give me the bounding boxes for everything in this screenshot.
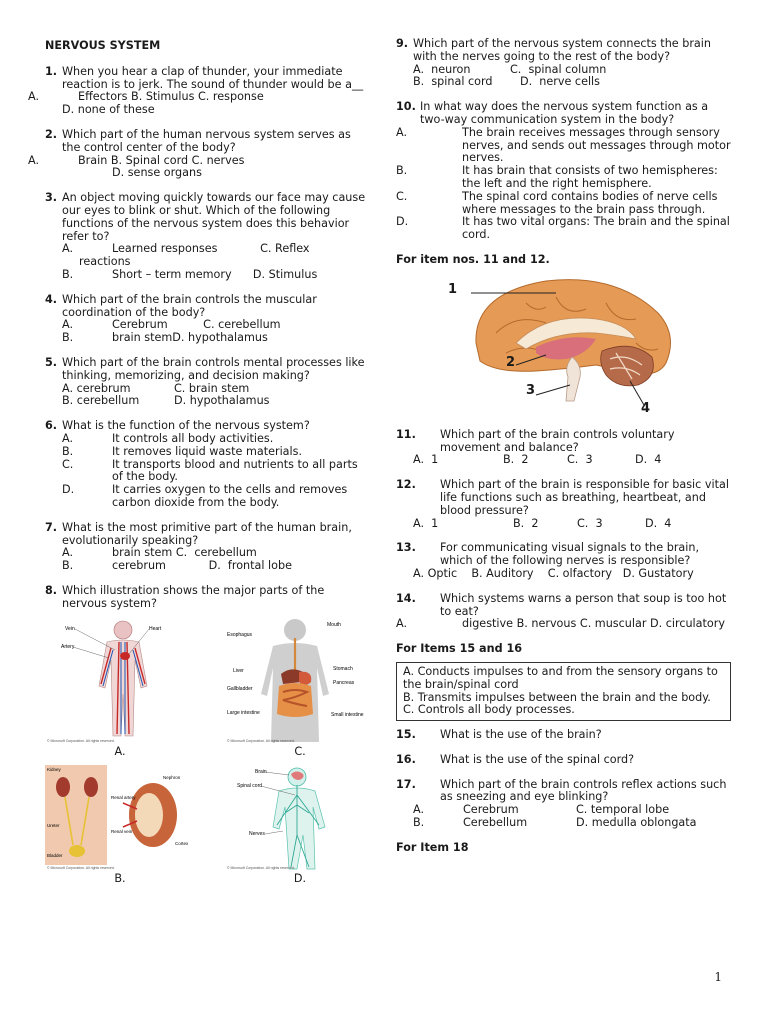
figure-a-circulatory xyxy=(45,616,195,759)
option-letter: A. xyxy=(62,546,74,560)
question-text: In what way does the nervous system function as a two-way communication system in the body? xyxy=(420,100,709,126)
question-text: When you hear a clap of thunder, your immediate reaction is to jerk. The sound of thunder would be a__ xyxy=(62,64,364,91)
option-text: A. Optic B. Auditory C. olfactory D. Gustatory xyxy=(413,566,694,580)
option-letter: B. xyxy=(62,559,74,573)
brain-diagram xyxy=(396,273,726,423)
figure-label: Vein xyxy=(65,626,75,633)
option-text: It has two vital organs: The brain and the spinal cord. xyxy=(462,215,730,242)
figure-label: Ureter xyxy=(47,823,60,829)
question-text: Which part of the human nervous system serves as the control center of the body? xyxy=(62,127,351,154)
figure-caption: A. xyxy=(114,745,126,759)
option-letter: A. xyxy=(28,153,40,167)
question-2 xyxy=(28,127,370,180)
figure-label: Esophagus xyxy=(227,632,253,639)
box-choice-a: A. Conducts impulses to and from the sensory organs to the brain/spinal cord xyxy=(403,664,718,691)
question-text: Which part of the brain controls reflex actions such as sneezing and eye blinking? xyxy=(440,777,727,804)
option-letter: D. xyxy=(62,483,75,497)
question-number: 12. xyxy=(396,478,416,492)
question-text: Which part of the brain controls the muscular coordination of the body? xyxy=(62,292,317,319)
figure-label: Nerves xyxy=(249,831,265,838)
question-16 xyxy=(396,754,731,767)
question-number: 4. xyxy=(45,292,58,306)
section-heading-18: For Item 18 xyxy=(396,840,469,854)
option-text: The spinal cord contains bodies of nerve cells where messages to the brain pass through. xyxy=(462,189,718,216)
option-text: A. 1 xyxy=(413,453,439,467)
brain-label-1: 1 xyxy=(448,281,458,297)
question-number: 13. xyxy=(396,541,416,555)
question-14 xyxy=(396,593,731,631)
option-letter: A. xyxy=(62,242,74,256)
question-text: Which part of the brain controls voluntary movement and balance? xyxy=(440,427,675,454)
option-text: D. sense organs xyxy=(112,166,202,180)
option-letter: B. xyxy=(396,164,408,178)
option-letter: A. xyxy=(28,90,40,104)
brain-cross-section-illustration xyxy=(396,273,726,423)
question-number: 6. xyxy=(45,419,58,433)
question-number: 5. xyxy=(45,355,58,369)
option-text: C. temporal lobe xyxy=(576,803,670,817)
figure-label: Small intestine xyxy=(331,712,364,719)
figure-label: Heart xyxy=(149,626,162,633)
option-text: D. 4 xyxy=(645,516,672,530)
option-letter: B. xyxy=(62,444,74,458)
option-text: A. cerebrum xyxy=(62,381,131,395)
option-text: B. cerebellum xyxy=(62,394,140,408)
brain-label-2: 2 xyxy=(506,354,516,370)
figure-b-urinary xyxy=(45,765,195,886)
question-6 xyxy=(45,420,370,510)
option-text: C. 3 xyxy=(567,453,593,467)
option-text: reactions xyxy=(79,255,131,269)
option-text: Brain B. Spinal cord C. nerves xyxy=(78,153,245,167)
figure-label: Gallbladder xyxy=(227,686,253,693)
figure-label: Spinal cord xyxy=(237,783,263,790)
question-8 xyxy=(45,585,370,611)
question-text: What is the function of the nervous system? xyxy=(62,419,310,433)
copyright-text: © Microsoft Corporation. All rights reserved. xyxy=(227,866,295,871)
option-text: Effectors B. Stimulus C. response xyxy=(78,90,264,104)
question-number: 8. xyxy=(45,583,58,597)
page-title: NERVOUS SYSTEM xyxy=(45,39,161,52)
brain-label-3: 3 xyxy=(526,382,536,398)
question-number: 7. xyxy=(45,520,58,534)
question-text: What is the most primitive part of the human brain, evolutionarily speaking? xyxy=(62,520,352,547)
page-number: 1 xyxy=(714,970,722,985)
option-text: It removes liquid waste materials. xyxy=(112,444,303,458)
figure-label: Brain xyxy=(255,769,267,776)
answer-choices-box xyxy=(396,662,731,721)
question-7 xyxy=(45,522,370,573)
figure-label: Kidney xyxy=(47,767,61,773)
nervous-system-illustration xyxy=(225,765,375,871)
question-number: 10. xyxy=(396,100,416,114)
option-letter: A. xyxy=(396,617,408,631)
figure-label: Cortex xyxy=(175,841,189,847)
question-number: 11. xyxy=(396,427,416,441)
illustration-grid xyxy=(45,616,370,886)
figure-label: Nephron xyxy=(163,775,181,781)
question-text: Which illustration shows the major parts of the nervous system? xyxy=(62,583,325,610)
brain-label-4: 4 xyxy=(641,400,651,416)
figure-c-digestive xyxy=(225,616,375,759)
option-text: B. 2 xyxy=(503,453,529,467)
option-text: D. none of these xyxy=(62,103,155,117)
option-text: It transports blood and nutrients to all parts of the body. xyxy=(112,457,362,484)
figure-label: Mouth xyxy=(327,622,341,629)
figure-label: Liver xyxy=(233,668,244,675)
box-choice-b: B. Transmits impulses between the brain and the body. xyxy=(403,690,711,704)
option-letter: A. xyxy=(413,803,425,817)
option-text: A. 1 xyxy=(413,516,439,530)
option-text: D. medulla oblongata xyxy=(576,816,697,830)
option-text: cerebrum D. frontal lobe xyxy=(112,559,292,573)
option-text: Cerebrum C. cerebellum xyxy=(112,318,281,332)
figure-caption: C. xyxy=(294,745,306,759)
figure-label: Artery xyxy=(61,644,75,651)
option-text: The brain receives messages through sensory nerves, and sends out messages through motor nerves. xyxy=(462,125,731,165)
question-text: What is the use of the brain? xyxy=(440,728,602,742)
option-text: D. nerve cells xyxy=(520,75,600,89)
question-number: 15. xyxy=(396,728,416,742)
circulatory-system-illustration xyxy=(45,616,195,744)
option-letter: B. xyxy=(62,267,74,281)
question-11 xyxy=(396,429,731,467)
option-text: C. 3 xyxy=(577,516,603,530)
question-13 xyxy=(396,542,731,580)
option-text: Cerebellum xyxy=(463,816,528,830)
question-5 xyxy=(45,357,370,408)
question-number: 14. xyxy=(396,591,416,605)
option-text: C. spinal column xyxy=(510,62,607,76)
option-text: C. brain stem xyxy=(174,381,250,395)
option-letter: A. xyxy=(62,431,74,445)
question-number: 17. xyxy=(396,777,416,791)
question-text: Which part of the brain controls mental processes like thinking, memorizing, and decision making? xyxy=(62,355,365,382)
question-4 xyxy=(45,294,370,345)
question-3 xyxy=(45,192,370,282)
question-17 xyxy=(396,779,731,830)
option-text: It has brain that consists of two hemispheres: the left and the right hemisphere. xyxy=(462,164,718,190)
option-letter: A. xyxy=(62,318,74,332)
question-number: 16. xyxy=(396,752,416,766)
copyright-text: © Microsoft Corporation. All rights reserved. xyxy=(47,866,115,871)
option-text: digestive B. nervous C. muscular D. circulatory xyxy=(462,617,725,631)
question-15 xyxy=(396,729,731,742)
question-number: 3. xyxy=(45,191,58,205)
figure-caption: D. xyxy=(293,872,307,886)
question-number: 9. xyxy=(396,37,409,50)
question-12 xyxy=(396,479,731,530)
section-heading-15-16: For Items 15 and 16 xyxy=(396,642,523,656)
figure-caption: B. xyxy=(114,872,126,886)
option-letter: D. xyxy=(396,215,409,229)
option-letter: B. xyxy=(62,331,74,345)
copyright-text: © Microsoft Corporation. All rights reserved. xyxy=(47,739,115,744)
right-column xyxy=(396,38,731,861)
option-text: brain stem C. cerebellum xyxy=(112,546,257,560)
figure-label: Stomach xyxy=(333,666,353,673)
left-column xyxy=(28,38,370,886)
option-letter: C. xyxy=(62,457,74,471)
option-text: D. hypothalamus xyxy=(174,394,270,408)
option-text: Learned responses C. Reflex xyxy=(112,242,310,256)
urinary-system-illustration xyxy=(45,765,195,871)
option-text: Short – term memory D. Stimulus xyxy=(112,267,318,281)
box-choice-c: C. Controls all body processes. xyxy=(403,703,575,717)
option-text: brain stemD. hypothalamus xyxy=(112,331,268,345)
option-letter: A. xyxy=(396,125,408,139)
digestive-system-illustration xyxy=(225,616,375,744)
option-text: A. neuron xyxy=(413,62,471,76)
option-letter: C. xyxy=(396,189,408,203)
question-number: 1. xyxy=(45,64,58,78)
figure-d-nervous xyxy=(225,765,375,886)
question-number: 2. xyxy=(45,127,58,141)
option-text: It carries oxygen to the cells and removes carbon dioxide from the body. xyxy=(112,483,351,509)
option-text: B. 2 xyxy=(513,516,539,530)
question-text: Which systems warns a person that soup is too hot to eat? xyxy=(440,591,727,618)
question-text: An object moving quickly towards our face may cause our eyes to blink or shut. Which of the following functions of the nervous system does this behavior refer to? xyxy=(62,191,366,243)
question-text: Which part of the nervous system connects the brain with the nerves going to the rest of the body? xyxy=(413,37,711,63)
question-text: For communicating visual signals to the brain, which of the following nerves is responsible? xyxy=(440,541,700,568)
figure-label: Bladder xyxy=(47,853,63,859)
question-text: Which part of the brain is responsible for basic vital life functions such as breathing, heartbeat, and blood pressure? xyxy=(440,478,729,517)
question-text: What is the use of the spinal cord? xyxy=(440,752,635,766)
option-letter: B. xyxy=(413,816,425,830)
option-text: B. spinal cord xyxy=(413,75,493,89)
section-heading-11-12: For item nos. 11 and 12. xyxy=(396,252,550,266)
question-10 xyxy=(396,101,731,242)
option-text: It controls all body activities. xyxy=(112,431,274,445)
question-9 xyxy=(396,38,731,89)
question-1 xyxy=(28,64,370,117)
option-text: Cerebrum xyxy=(463,803,519,817)
figure-label: Large intestine xyxy=(227,710,260,717)
figure-label: Renal vein xyxy=(111,829,133,835)
figure-label: Renal artery xyxy=(111,795,136,801)
option-text: D. 4 xyxy=(635,453,662,467)
figure-label: Pancreas xyxy=(333,680,355,687)
copyright-text: © Microsoft Corporation. All rights reserved. xyxy=(227,739,295,744)
